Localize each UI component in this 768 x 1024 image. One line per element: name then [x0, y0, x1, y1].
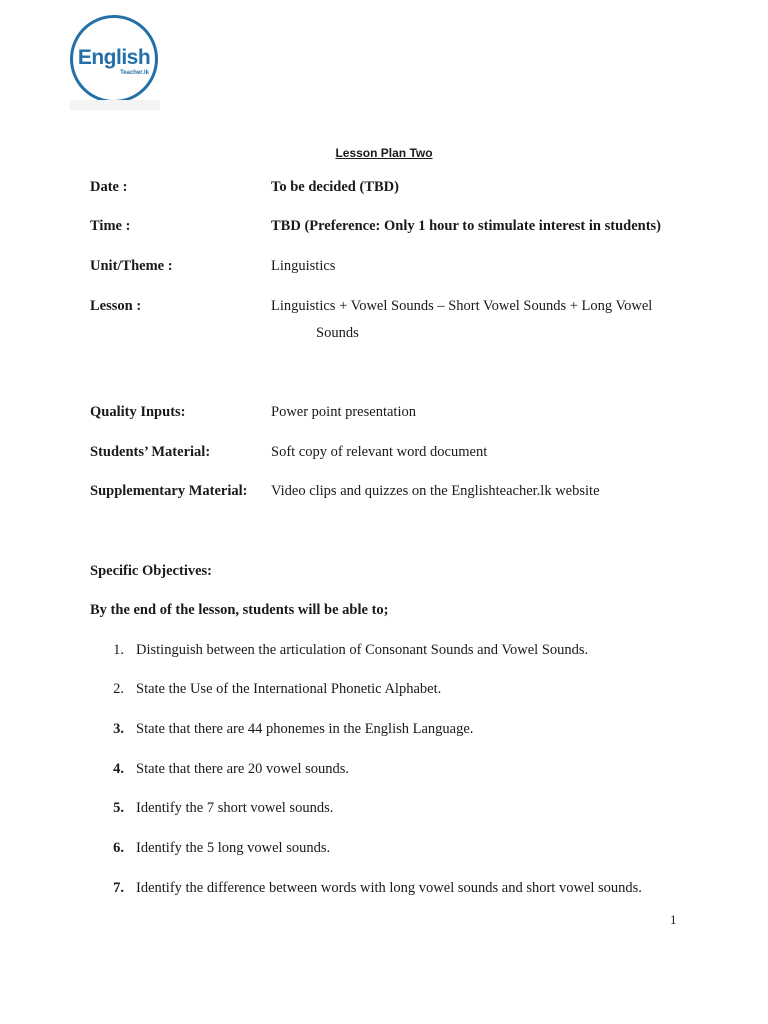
objective-item: [0, 642, 768, 662]
field-label: Date :: [90, 179, 128, 195]
objective-number: 7.: [113, 880, 124, 896]
objectives-intro: By the end of the lesson, students will be able to;: [90, 602, 389, 618]
objective-number: 4.: [113, 761, 124, 777]
field-label: Quality Inputs:: [90, 404, 186, 420]
field-value: Video clips and quizzes on the Englishteacher.lk website: [271, 483, 600, 499]
field-label: Students’ Material:: [90, 444, 211, 460]
objective-item: [0, 721, 768, 741]
field-label: Lesson :: [90, 298, 142, 314]
objective-item: [0, 681, 768, 701]
logo-shadow: [70, 100, 160, 110]
objective-number: 1.: [113, 642, 124, 658]
objective-number: 6.: [113, 840, 124, 856]
field-value: TBD (Preference: Only 1 hour to stimulate interest in students): [271, 218, 661, 234]
objective-text: State the Use of the International Phonetic Alphabet.: [136, 681, 442, 697]
field-value: To be decided (TBD): [271, 179, 399, 195]
objective-text: Identify the 5 long vowel sounds.: [136, 840, 331, 856]
objective-number: 5.: [113, 800, 124, 816]
objective-item: [0, 880, 768, 900]
objective-item: [0, 800, 768, 820]
field-label: Unit/Theme :: [90, 258, 173, 274]
objective-item: [0, 840, 768, 860]
objective-item: [0, 761, 768, 781]
objective-number: 2.: [113, 681, 124, 697]
field-value: Soft copy of relevant word document: [271, 444, 488, 460]
field-label: Time :: [90, 218, 131, 234]
logo-main-text: English: [77, 46, 151, 69]
objectives-heading: Specific Objectives:: [90, 563, 213, 579]
objective-text: Identify the 7 short vowel sounds.: [136, 800, 334, 816]
objective-text: State that there are 20 vowel sounds.: [136, 761, 350, 777]
objective-text: Identify the difference between words with long vowel sounds and short vowel sounds.: [136, 880, 642, 896]
englishteacher-logo: [70, 15, 158, 103]
logo-sub-text: Teacher.lk: [120, 70, 149, 76]
field-value: Linguistics: [271, 258, 336, 274]
page-number: 1: [670, 912, 677, 927]
objective-text: Distinguish between the articulation of Consonant Sounds and Vowel Sounds.: [136, 642, 589, 658]
objective-text: State that there are 44 phonemes in the English Language.: [136, 721, 474, 737]
field-value: Linguistics + Vowel Sounds – Short Vowel Sounds + Long Vowel: [271, 298, 653, 314]
document-title: Lesson Plan Two: [335, 146, 433, 160]
field-label: Supplementary Material:: [90, 483, 248, 499]
field-lesson-continuation: Sounds: [316, 325, 359, 341]
field-value: Power point presentation: [271, 404, 416, 420]
objective-number: 3.: [113, 721, 124, 737]
